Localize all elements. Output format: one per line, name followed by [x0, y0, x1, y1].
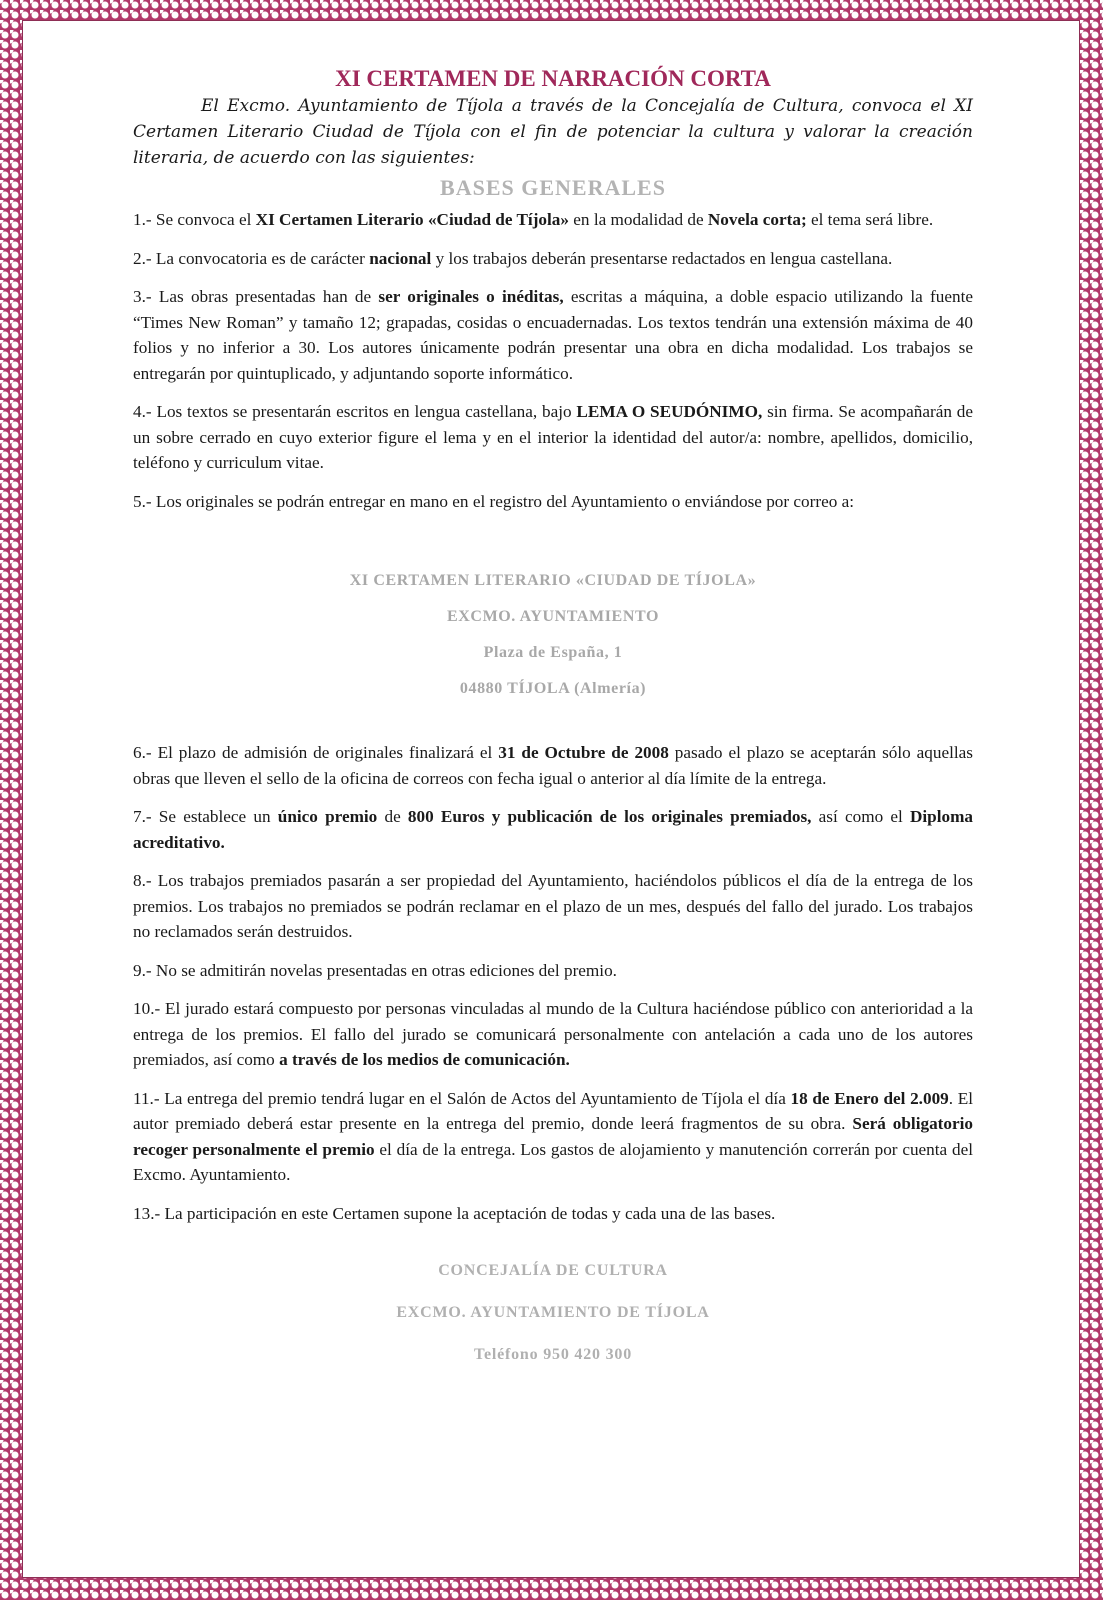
document-content — [133, 65, 973, 1386]
address-line-3: Plaza de España, 1 — [483, 644, 623, 661]
address-line-4: 04880 TÍJOLA (Almería) — [459, 680, 647, 697]
footer-phone: Teléfono 950 420 300 — [473, 1346, 633, 1363]
clause-5: 5.- Los originales se podrán entregar en mano en el registro del Ayuntamiento o enviándose por correo a: — [133, 491, 855, 511]
clause-13: 13.- La participación en este Certamen supone la aceptación de todas y cada una de las bases. — [133, 1203, 776, 1223]
intro-paragraph: El Excmo. Ayuntamiento de Tíjola a través de la Concejalía de Cultura, convoca el XI Certamen Literario Ciudad de Tíjola con el fin de potenciar la cultura y valorar la creación literaria, de acuerdo con las siguientes: — [133, 96, 973, 168]
clause-3: 3.- Las obras presentadas han de ser originales o inéditas, escritas a máquina, a doble espacio utilizando la fuente “Times New Roman” y tamaño 12; grapadas, cosidas o encuadernadas. Los textos tendrán una extensión máxima de 40 folios y no inferior a 30. Los autores únicamente podrán presentar una obra en dicha modalidad. Los trabajos se entregarán por quintuplicado, y adjuntando soporte informático. — [133, 287, 973, 383]
clause-4: 4.- Los textos se presentarán escritos en lengua castellana, bajo LEMA O SEUDÓNIMO, sin firma. Se acompañarán de un sobre cerrado en cuyo exterior figure el lema y en el interior la identidad del autor/a: nombre, apellidos, domicilio, teléfono y curriculum vitae. — [133, 402, 973, 472]
clause-8: 8.- Los trabajos premiados pasarán a ser propiedad del Ayuntamiento, haciéndolos públicos el día de la entrega de los premios. Los trabajos no premiados se podrán reclamar en el plazo de un mes, después del fallo del jurado. Los trabajos no reclamados serán destruidos. — [133, 871, 973, 941]
address-line-2: EXCMO. AYUNTAMIENTO — [446, 608, 660, 625]
clause-11: 11.- La entrega del premio tendrá lugar en el Salón de Actos del Ayuntamiento de Tíjola el día 18 de Enero del 2.009. El autor premiado deberá estar presente en la entrega del premio, donde leerá fragmentos de su obra. Será obligatorio recoger personalmente el premio el día de la entrega. Los gastos de alojamiento y manutención correrán por cuenta del Excmo. Ayuntamiento. — [133, 1088, 974, 1184]
clause-6: 6.- El plazo de admisión de originales finalizará el 31 de Octubre de 2008 pasado el plazo se aceptarán sólo aquellas obras que lleven el sello de la oficina de correos con fecha igual o anterior al día límite de la entrega. — [133, 743, 973, 788]
mailing-address — [133, 570, 973, 700]
footer-line-1: CONCEJALÍA DE CULTURA — [438, 1262, 668, 1279]
clause-2: 2.- La convocatoria es de carácter nacional y los trabajos deberán presentarse redactados en lengua castellana. — [133, 248, 893, 268]
clause-7: 7.- Se establece un único premio de 800 Euros y publicación de los originales premiados, así como el Diploma acreditativo. — [133, 807, 973, 852]
clause-1: 1.- Se convoca el XI Certamen Literario «Ciudad de Tíjola» en la modalidad de Novela corta; el tema será libre. — [133, 210, 934, 229]
footer-line-2: EXCMO. AYUNTAMIENTO DE TÍJOLA — [396, 1304, 710, 1321]
document-footer — [133, 1260, 973, 1366]
clause-10: 10.- El jurado estará compuesto por personas vinculadas al mundo de la Cultura haciéndose público con anterioridad a la entrega de los premios. El fallo del jurado se comunicará personalmente con antelación a cada uno de los autores premiados, así como a través de los medios de comunicación. — [133, 999, 973, 1069]
bases-heading: BASES GENERALES — [440, 175, 666, 200]
document-title: XI CERTAMEN DE NARRACIÓN CORTA — [335, 66, 771, 91]
document-page — [22, 20, 1080, 1578]
clause-9: 9.- No se admitirán novelas presentadas en otras ediciones del premio. — [133, 960, 617, 980]
address-line-1: XI CERTAMEN LITERARIO «CIUDAD DE TÍJOLA» — [349, 572, 757, 589]
